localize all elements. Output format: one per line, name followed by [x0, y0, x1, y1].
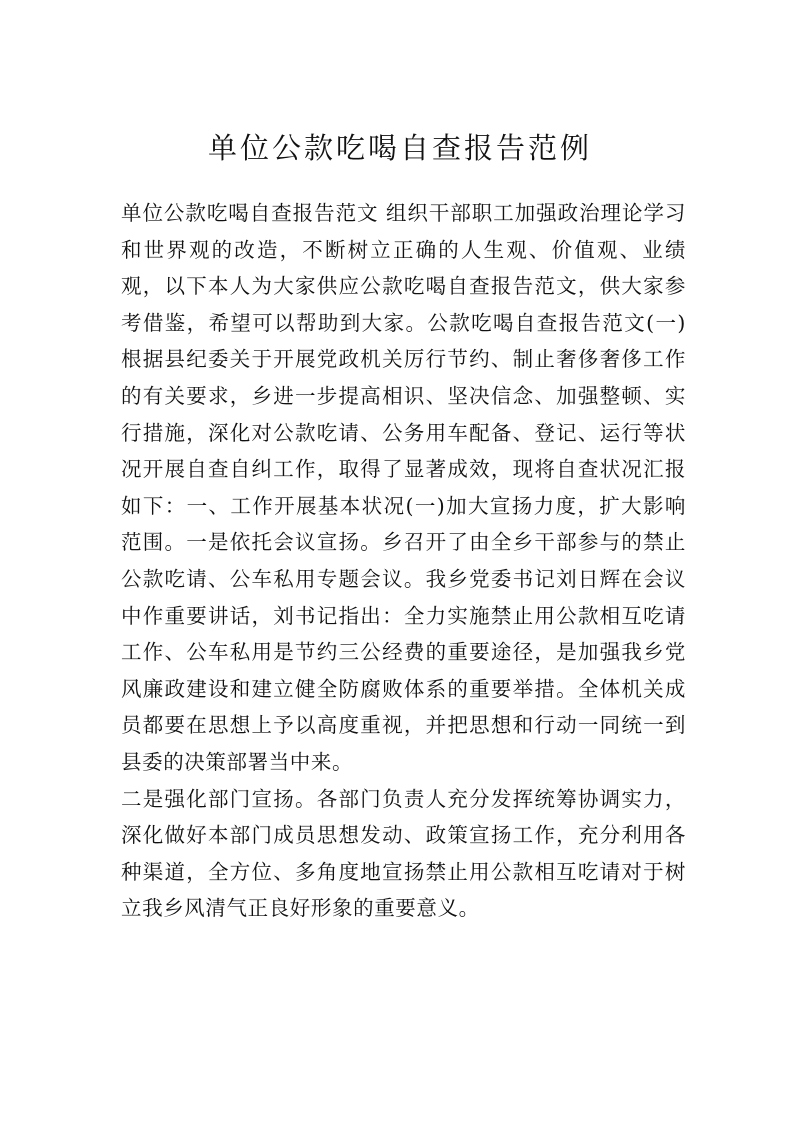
- document-title: 单位公款吃喝自查报告范例: [207, 131, 592, 165]
- body-paragraph-2: 二是强化部门宣扬。各部门负责人充分发挥统筹协调实力，深化做好本部门成员思想发动、政策宣扬工作，充分利用各种渠道，全方位、多角度地宣扬禁止用公款相互吃请对于树立我乡风清气正良好形象的重要意义。: [121, 786, 686, 921]
- body-paragraph-1: 单位公款吃喝自查报告范文 组织干部职工加强政治理论学习和世界观的改造，不断树立正确的人生观、价值观、业绩观，以下本人为大家供应公款吃喝自查报告范文，供大家参考借鉴，希望可以帮助到大家。公款吃喝自查报告范文(一)根据县纪委关于开展党政机关厉行节约、制止奢侈奢侈工作的有关要求，乡进一步提高相识、坚决信念、加强整顿、实行措施，深化对公款吃请、公务用车配备、登记、运行等状况开展自查自纠工作，取得了显著成效，现将自查状况汇报如下：一、工作开展基本状况(一)加大宣扬力度，扩大影响范围。一是依托会议宣扬。乡召开了由全乡干部参与的禁止公款吃请、公车私用专题会议。我乡党委书记刘日辉在会议中作重要讲话，刘书记指出：全力实施禁止用公款相互吃请工作、公车私用是节约三公经费的重要途径，是加强我乡党风廉政建设和建立健全防腐败体系的重要举措。全体机关成员都要在思想上予以高度重视，并把思想和行动一同统一到县委的决策部署当中来。: [121, 201, 686, 774]
- document-body: [121, 195, 686, 927]
